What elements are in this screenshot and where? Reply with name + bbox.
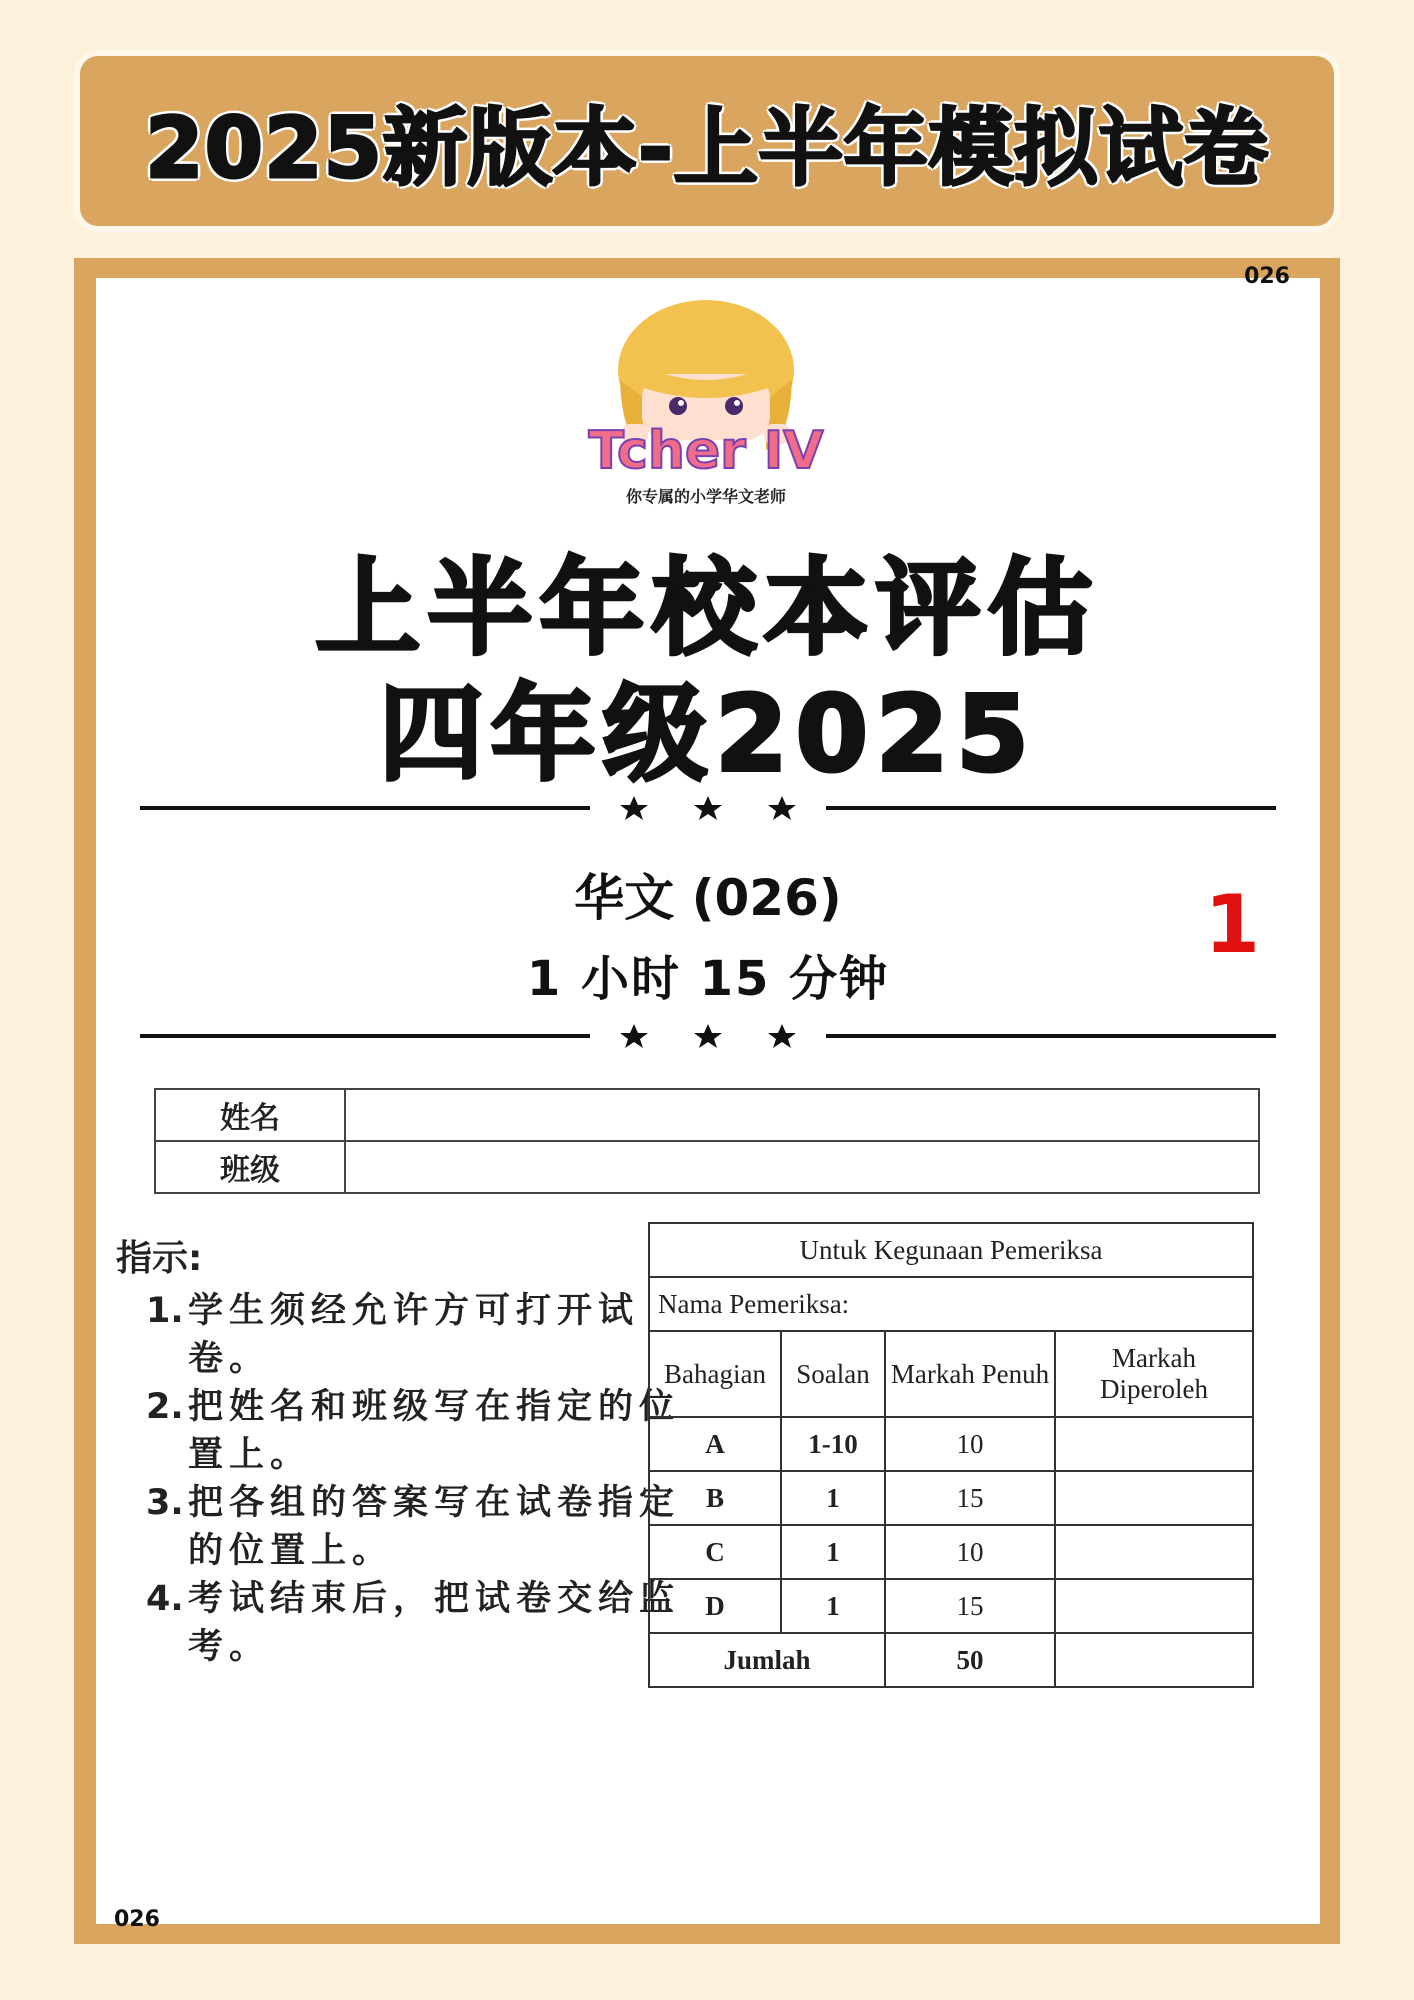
corner-code-bottom: 026 [114, 1907, 160, 1932]
examiner-table-title: Untuk Kegunaan Pemeriksa [649, 1223, 1253, 1277]
examiner-table [648, 1222, 1254, 1688]
instruction-item: 1. 学生须经允许方可打开试卷。 [146, 1291, 640, 1379]
tcher-iv-logo [586, 300, 826, 510]
obtained-marks-cell[interactable] [1055, 1525, 1253, 1579]
tcher-iv-wordmark [586, 420, 826, 480]
star-icon [768, 796, 796, 820]
subject-label: 华文 (026) [574, 869, 842, 927]
star-divider-top [140, 788, 1276, 828]
header-obtained-marks: Markah Diperoleh [1055, 1331, 1253, 1417]
obtained-marks-cell[interactable] [1055, 1417, 1253, 1471]
instructions [116, 1230, 716, 1671]
star-icon [620, 796, 648, 820]
name-field[interactable] [345, 1089, 1259, 1141]
star-icon [620, 1024, 648, 1048]
table-row: B 1 15 [649, 1471, 1253, 1525]
corner-code-top: 026 [1244, 264, 1290, 289]
logo-tagline: 你专属的小学华文老师 [625, 487, 786, 506]
student-info-table [154, 1088, 1260, 1194]
total-value: 50 [885, 1633, 1055, 1687]
class-field[interactable] [345, 1141, 1259, 1193]
banner-title: 2025新版本-上半年模拟试卷 [145, 98, 1269, 197]
instruction-item: 4. 考试结束后，把试卷交给监考。 [146, 1579, 681, 1667]
svg-text:Tcher IV: Tcher IV [588, 421, 824, 481]
total-label: Jumlah [649, 1633, 885, 1687]
header-question: Soalan [781, 1331, 885, 1417]
name-label: 姓名 [155, 1089, 345, 1141]
exam-cover-sheet [96, 264, 1320, 1932]
star-divider-bottom [140, 1016, 1276, 1056]
total-row [649, 1633, 1253, 1687]
header-section: Bahagian [649, 1331, 781, 1417]
total-obtained-cell[interactable] [1055, 1633, 1253, 1687]
table-row: D 1 15 [649, 1579, 1253, 1633]
instructions-heading: 指示: [116, 1238, 203, 1279]
class-label: 班级 [155, 1141, 345, 1193]
star-icon [768, 1024, 796, 1048]
duration-label: 1 小时 15 分钟 [526, 951, 890, 1007]
header-full-marks: Markah Penuh [885, 1331, 1055, 1417]
instruction-item: 3. 把各组的答案写在试卷指定的位置上。 [146, 1483, 681, 1571]
obtained-marks-cell[interactable] [1055, 1579, 1253, 1633]
table-row: C 1 10 [649, 1525, 1253, 1579]
star-icon [694, 1024, 722, 1048]
paper-number: 1 [1204, 878, 1260, 971]
exam-title-line1: 上半年校本评估 [315, 547, 1100, 669]
table-row: A 1-10 10 [649, 1417, 1253, 1471]
instruction-item: 2. 把姓名和班级写在指定的位置上。 [146, 1387, 681, 1475]
exam-title-line2: 四年级2025 [379, 673, 1037, 795]
header-banner [80, 56, 1334, 226]
star-icon [694, 796, 722, 820]
examiner-name-field[interactable]: Nama Pemeriksa: [649, 1277, 1253, 1331]
obtained-marks-cell[interactable] [1055, 1471, 1253, 1525]
